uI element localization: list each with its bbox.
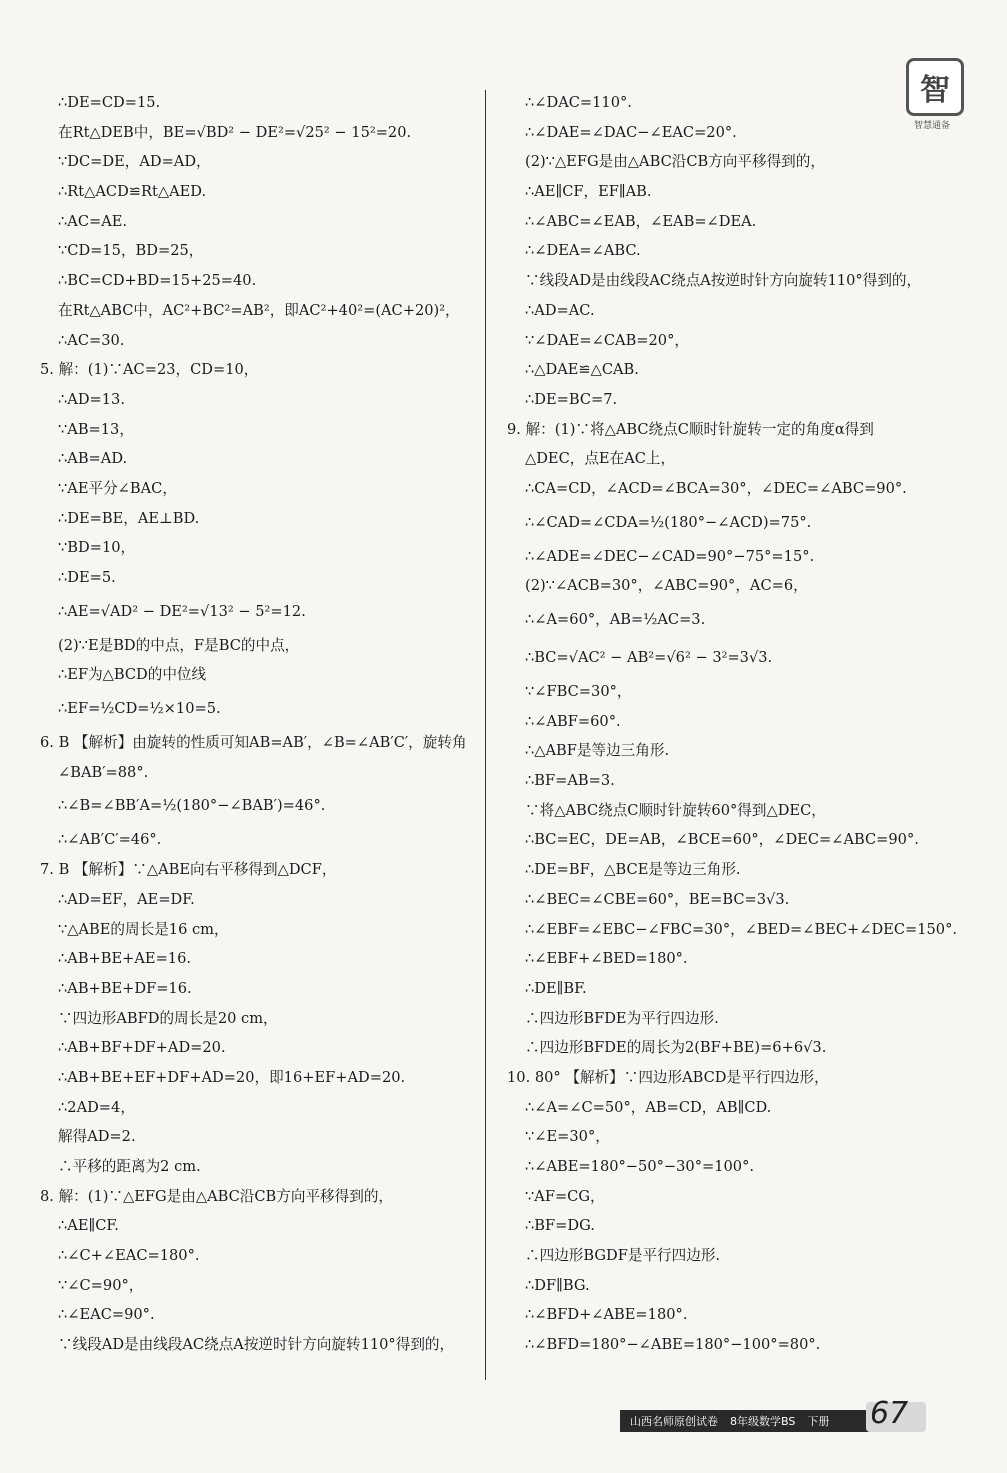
text-line: 6. B 【解析】由旋转的性质可知AB=AB′，∠B=∠AB′C′，旋转角 xyxy=(40,734,467,752)
text-line: ∵∠C=90°， xyxy=(58,1276,144,1294)
text-line: ∴AB+BF+DF+AD=20. xyxy=(58,1039,226,1057)
text-line: 在Rt△DEB中，BE=√BD² − DE²=√25² − 15²=20. xyxy=(58,123,412,141)
text-line: 9. 解：(1)∵将△ABC绕点C顺时针旋转一定的角度α得到 xyxy=(507,420,874,438)
text-line: ∴BF=DG. xyxy=(525,1217,595,1235)
text-line: ∴∠DEA=∠ABC. xyxy=(525,242,641,260)
text-line: 10. 80° 【解析】∵四边形ABCD是平行四边形， xyxy=(507,1068,829,1086)
text-line: ∵四边形ABFD的周长是20 cm， xyxy=(58,1009,278,1027)
text-line: ∴∠BEC=∠CBE=60°，BE=BC=3√3. xyxy=(525,890,790,908)
text-line: ∴四边形BFDE为平行四边形. xyxy=(525,1009,719,1027)
text-line: 7. B 【解析】∵△ABE向右平移得到△DCF， xyxy=(40,861,337,879)
text-line: ∴DE=CD=15. xyxy=(58,94,161,111)
text-line: ∠BAB′=88°. xyxy=(58,763,149,781)
text-line: ∴BF=AB=3. xyxy=(525,772,615,790)
text-line: 在Rt△ABC中，AC²+BC²=AB²，即AC²+40²=(AC+20)²， xyxy=(58,301,460,319)
text-line: ∴∠BFD=180°−∠ABE=180°−100°=80°. xyxy=(525,1336,821,1354)
text-line: ∴∠EBF+∠BED=180°. xyxy=(525,950,688,968)
text-line: ∴Rt△ACD≌Rt△AED. xyxy=(58,183,207,201)
left-column xyxy=(40,88,472,1360)
text-line: ∴∠B=∠BB′A=½(180°−∠BAB′)=46°. xyxy=(58,797,326,815)
text-line: ∵BD=10， xyxy=(58,539,136,557)
text-line: ∴AE∥CF，EF∥AB. xyxy=(525,183,652,201)
text-line: (2)∵E是BD的中点，F是BC的中点， xyxy=(58,636,300,654)
text-line: ∵△ABE的周长是16 cm， xyxy=(58,920,229,938)
text-line: ∴AD=EF，AE=DF. xyxy=(58,890,195,908)
text-line: ∴2AD=4， xyxy=(58,1098,135,1116)
text-line: ∴DE=BF，△BCE是等边三角形. xyxy=(525,861,741,879)
text-line: ∴AD=AC. xyxy=(525,301,595,319)
text-line: ∵∠FBC=30°， xyxy=(525,683,632,700)
footer-grade: 8年级数学BS xyxy=(730,1415,796,1428)
text-line: 解得AD=2. xyxy=(58,1128,136,1146)
text-line: ∴四边形BFDE的周长为2(BF+BE)=6+6√3. xyxy=(525,1039,827,1057)
text-line: ∵CD=15，BD=25， xyxy=(58,242,204,260)
text-line: ∴AC=30. xyxy=(58,331,125,349)
text-line: ∴AD=13. xyxy=(58,390,125,408)
text-line: ∴∠ABC=∠EAB，∠EAB=∠DEA. xyxy=(525,212,757,230)
text-line: ∴BC=EC，DE=AB，∠BCE=60°，∠DEC=∠ABC=90°. xyxy=(525,831,919,849)
text-line: ∴DE=BC=7. xyxy=(525,390,618,408)
text-line: ∴BC=CD+BD=15+25=40. xyxy=(58,272,257,290)
text-line: ∵线段AD是由线段AC绕点A按逆时针方向旋转110°得到的， xyxy=(525,272,922,290)
text-line: ∴EF=½CD=½×10=5. xyxy=(58,700,221,718)
text-line: ∴DF∥BG. xyxy=(525,1276,590,1294)
text-line: 8. 解：(1)∵△EFG是由△ABC沿CB方向平移得到的， xyxy=(40,1187,394,1205)
footer-series: 山西名师原创试卷 xyxy=(630,1415,718,1428)
text-line: ∴AC=AE. xyxy=(58,212,128,230)
text-line: ∴△DAE≌△CAB. xyxy=(525,361,639,379)
text-line: ∴BC=√AC² − AB²=√6² − 3²=3√3. xyxy=(525,649,773,666)
text-line: 5. 解：(1)∵AC=23，CD=10， xyxy=(40,361,259,379)
text-line: ∴AE=√AD² − DE²=√13² − 5²=12. xyxy=(58,602,306,620)
logo-text: 智慧通备 xyxy=(913,121,950,131)
text-line: ∴AE∥CF. xyxy=(58,1217,119,1235)
text-line: ∴∠DAC=110°. xyxy=(525,94,632,111)
text-line: ∵∠DAE=∠CAB=20°， xyxy=(525,331,689,349)
text-line: ∴∠ADE=∠DEC−∠CAD=90°−75°=15°. xyxy=(525,547,815,565)
text-line: ∴∠CAD=∠CDA=½(180°−∠ACD)=75°. xyxy=(525,513,812,531)
text-line: ∴DE=5. xyxy=(58,569,116,586)
text-line: ∴△ABF是等边三角形. xyxy=(525,742,670,760)
page-number: 67 xyxy=(870,1396,909,1431)
text-line: ∴∠A=∠C=50°，AB=CD，AB∥CD. xyxy=(525,1098,772,1116)
text-line: ∴∠DAE=∠DAC−∠EAC=20°. xyxy=(525,123,737,141)
footer-volume: 下册 xyxy=(807,1415,830,1428)
text-line: ∴DE∥BF. xyxy=(525,979,587,997)
right-column xyxy=(507,88,958,1360)
text-line: △DEC，点E在AC上， xyxy=(525,450,676,468)
text-line: ∵∠E=30°， xyxy=(525,1128,610,1146)
text-line: ∵AF=CG， xyxy=(525,1187,605,1205)
column-divider xyxy=(485,90,486,1380)
text-line: ∴∠C+∠EAC=180°. xyxy=(58,1247,200,1265)
text-line: ∴∠BFD+∠ABE=180°. xyxy=(525,1306,688,1324)
text-line: ∴∠AB′C′=46°. xyxy=(58,831,162,849)
text-line: (2)∵∠ACB=30°，∠ABC=90°，AC=6， xyxy=(525,577,808,595)
text-line: ∴AB+BE+AE=16. xyxy=(58,950,192,968)
text-line: ∵将△ABC绕点C顺时针旋转60°得到△DEC， xyxy=(525,801,826,819)
text-line: ∴∠ABE=180°−50°−30°=100°. xyxy=(525,1158,755,1175)
text-line: ∴∠A=60°，AB=½AC=3. xyxy=(525,611,706,628)
footer-bar xyxy=(620,1410,870,1432)
text-line: ∴平移的距离为2 cm. xyxy=(58,1158,201,1175)
text-line: ∴四边形BGDF是平行四边形. xyxy=(525,1247,721,1265)
text-line: ∴∠EBF=∠EBC−∠FBC=30°，∠BED=∠BEC+∠DEC=150°. xyxy=(525,920,958,938)
text-line: ∴DE=BE，AE⊥BD. xyxy=(58,509,200,527)
text-line: ∴AB+BE+EF+DF+AD=20，即16+EF+AD=20. xyxy=(58,1068,406,1086)
text-line: (2)∵△EFG是由△ABC沿CB方向平移得到的， xyxy=(525,153,825,171)
text-line: ∵AE平分∠BAC， xyxy=(58,479,177,497)
text-line: ∵AB=13， xyxy=(58,420,134,438)
logo-glyph: 智 xyxy=(906,58,964,116)
text-line: ∴AB=AD. xyxy=(58,450,128,468)
text-line: ∵DC=DE，AD=AD， xyxy=(58,153,211,171)
text-line: ∴EF为△BCD的中位线 xyxy=(58,666,207,684)
text-line: ∴CA=CD，∠ACD=∠BCA=30°，∠DEC=∠ABC=90°. xyxy=(525,479,907,497)
text-line: ∵线段AD是由线段AC绕点A按逆时针方向旋转110°得到的， xyxy=(58,1336,455,1354)
text-line: ∴∠ABF=60°. xyxy=(525,712,621,730)
text-line: ∴∠EAC=90°. xyxy=(58,1306,155,1324)
text-line: ∴AB+BE+DF=16. xyxy=(58,979,192,997)
